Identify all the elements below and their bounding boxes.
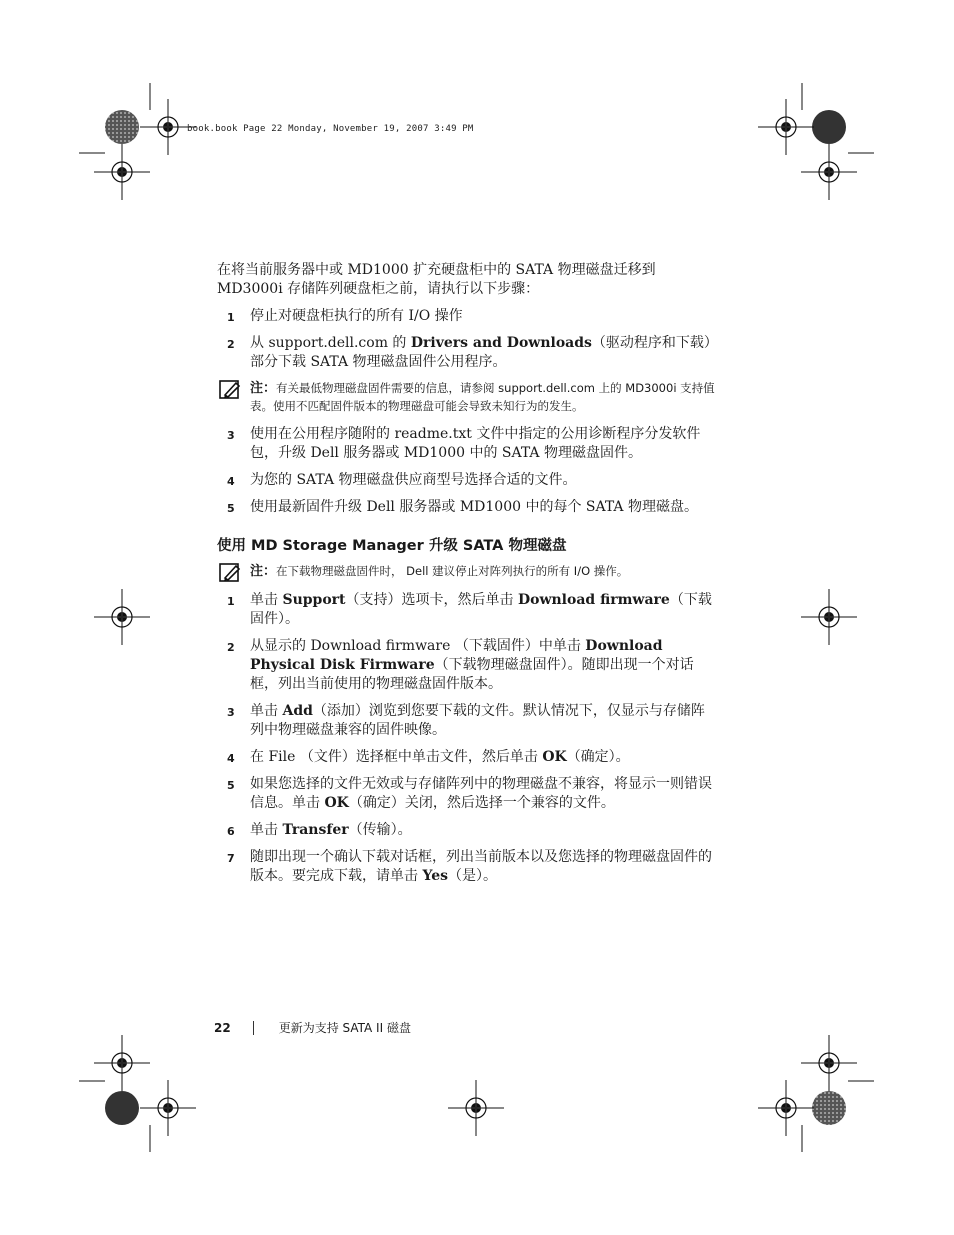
step-item (217, 848, 717, 886)
note-pencil-icon (219, 380, 241, 400)
registration-starburst (105, 110, 139, 144)
registration-starburst (812, 1091, 846, 1125)
step-text-segment: （驱动程序和下载）部分下载 SATA 物理磁盘固件公用程序。 (250, 335, 711, 370)
ui-term: Download Physical Disk Firmware (250, 637, 663, 673)
step-text-segment: （添加）浏览到您要下载的文件。默认情况下，仅显示与存储阵列中物理磁盘兼容的固件映像。 (250, 702, 705, 738)
note-callout (217, 380, 717, 415)
step-item (217, 307, 717, 326)
step-text (250, 776, 712, 811)
step-number: 2 (227, 338, 235, 351)
step-item (217, 471, 717, 490)
step-number: 4 (227, 751, 235, 765)
step-text-segment: （下载物理磁盘固件）。随即出现一个对话框，列出当前使用的物理磁盘固件版本。 (250, 656, 694, 692)
step-item (217, 591, 717, 629)
step-text (250, 638, 694, 692)
step-text-segment: 停止对硬盘柜执行的所有 I/O 操作 (250, 308, 463, 324)
step-text-segment: 在 File （文件）选择框中单击文件，然后单击 (250, 748, 543, 765)
step-text-segment: 从 support.dell.com 的 (250, 335, 411, 351)
step-text (250, 426, 700, 461)
step-item (217, 498, 717, 517)
footer-divider (253, 1021, 254, 1035)
step-text-segment: 使用在公用程序随附的 readme.txt 文件中指定的公用诊断程序分发软件包，升级 Dell 服务器或 MD1000 中的 SATA 物理磁盘固件。 (250, 426, 701, 461)
ui-term: Download firmware (517, 591, 670, 608)
note-body: 有关最低物理磁盘固件需要的信息，请参阅 support.dell.com 上的 MD3000i 支持值表。使用不匹配固件版本的物理磁盘可能会导致未知行为的发生。 (250, 381, 715, 413)
page-footer (214, 1019, 411, 1036)
registration-crosshair (758, 99, 814, 155)
page-number: 22 (214, 1020, 231, 1035)
step-text-segment: （支持）选项卡，然后单击 (345, 591, 518, 608)
step-text (250, 308, 463, 324)
ui-term: Yes (422, 867, 449, 884)
step-text-segment: 单击 (250, 702, 283, 719)
step-text (250, 499, 698, 515)
ui-term: Drivers and Downloads (410, 335, 592, 351)
step-number: 5 (227, 502, 235, 515)
migration-steps-continued (217, 425, 717, 517)
registration-starburst (812, 110, 846, 144)
note-label: 注： (250, 381, 277, 396)
page-content (217, 261, 717, 894)
step-text-segment: （确定）。 (566, 748, 630, 765)
note-pencil-icon (219, 563, 241, 583)
registration-crosshair (801, 589, 857, 645)
step-item (217, 748, 717, 767)
registration-crosshair (801, 144, 857, 200)
migration-steps (217, 307, 717, 372)
step-number: 1 (227, 311, 235, 324)
step-text-segment: 随即出现一个确认下载对话框，列出当前版本以及您选择的物理磁盘固件的版本。要完成下载，请单击 (250, 848, 712, 884)
step-text-segment: （传输）。 (348, 821, 412, 838)
note-body: 在下载物理磁盘固件时， Dell 建议停止对阵列执行的所有 I/O 操作。 (276, 564, 629, 578)
step-text (250, 335, 711, 370)
step-item (217, 425, 717, 463)
step-text (250, 703, 705, 738)
step-text (250, 822, 412, 838)
step-text-segment: （是）。 (448, 867, 498, 884)
step-text-segment: 为您的 SATA 物理磁盘供应商型号选择合适的文件。 (250, 472, 577, 488)
step-number: 7 (227, 851, 235, 865)
registration-crosshair (448, 1080, 504, 1136)
step-text-segment: 从显示的 Download firmware （下载固件）中单击 (250, 637, 586, 654)
section-heading: 使用 MD Storage Manager 升级 SATA 物理磁盘 (217, 538, 567, 554)
step-text-segment: 单击 (250, 821, 283, 838)
registration-crosshair (94, 144, 150, 200)
ui-term: Support (282, 591, 346, 608)
intro-paragraph: 在将当前服务器中或 MD1000 扩充硬盘柜中的 SATA 物理磁盘迁移到 MD3000i 存储阵列硬盘柜之前，请执行以下步骤： (217, 262, 656, 297)
step-text-segment: （确定）关闭，然后选择一个兼容的文件。 (348, 794, 615, 811)
registration-starburst (105, 1091, 139, 1125)
step-number: 5 (227, 778, 235, 792)
chapter-title: 更新为支持 SATA II 磁盘 (278, 1021, 411, 1035)
registration-crosshair (801, 1035, 857, 1091)
note-text (250, 380, 717, 415)
step-number: 2 (227, 640, 235, 654)
ui-term: OK (542, 748, 567, 765)
step-text-segment: 使用最新固件升级 Dell 服务器或 MD1000 中的每个 SATA 物理磁盘。 (250, 499, 698, 515)
step-number: 4 (227, 475, 235, 488)
registration-crosshair (140, 1080, 196, 1136)
ui-term: OK (324, 794, 349, 811)
step-text (250, 749, 630, 765)
note-label: 注： (250, 564, 277, 579)
step-item (217, 334, 717, 372)
step-number: 6 (227, 824, 235, 838)
step-text-segment: 单击 (250, 591, 283, 608)
step-number: 3 (227, 429, 235, 442)
registration-crosshair (94, 1035, 150, 1091)
step-number: 1 (227, 594, 235, 608)
step-number: 3 (227, 705, 235, 719)
step-item (217, 702, 717, 740)
print-header-stamp: book.book Page 22 Monday, November 19, 2007 3:49 PM (187, 124, 474, 134)
step-text (250, 849, 712, 884)
registration-crosshair (758, 1080, 814, 1136)
step-text (250, 472, 577, 488)
step-text-segment: 如果您选择的文件无效或与存储阵列中的物理磁盘不兼容，将显示一则错误信息。单击 (250, 775, 712, 811)
ui-term: Transfer (282, 821, 349, 838)
note-text (250, 563, 717, 581)
step-item (217, 821, 717, 840)
step-item (217, 637, 717, 694)
note-callout (217, 563, 717, 581)
ui-term: Add (282, 702, 313, 719)
upgrade-steps (217, 591, 717, 886)
step-text (250, 592, 712, 627)
registration-crosshair (94, 589, 150, 645)
step-text-segment: （下载固件）。 (250, 591, 712, 627)
step-item (217, 775, 717, 813)
